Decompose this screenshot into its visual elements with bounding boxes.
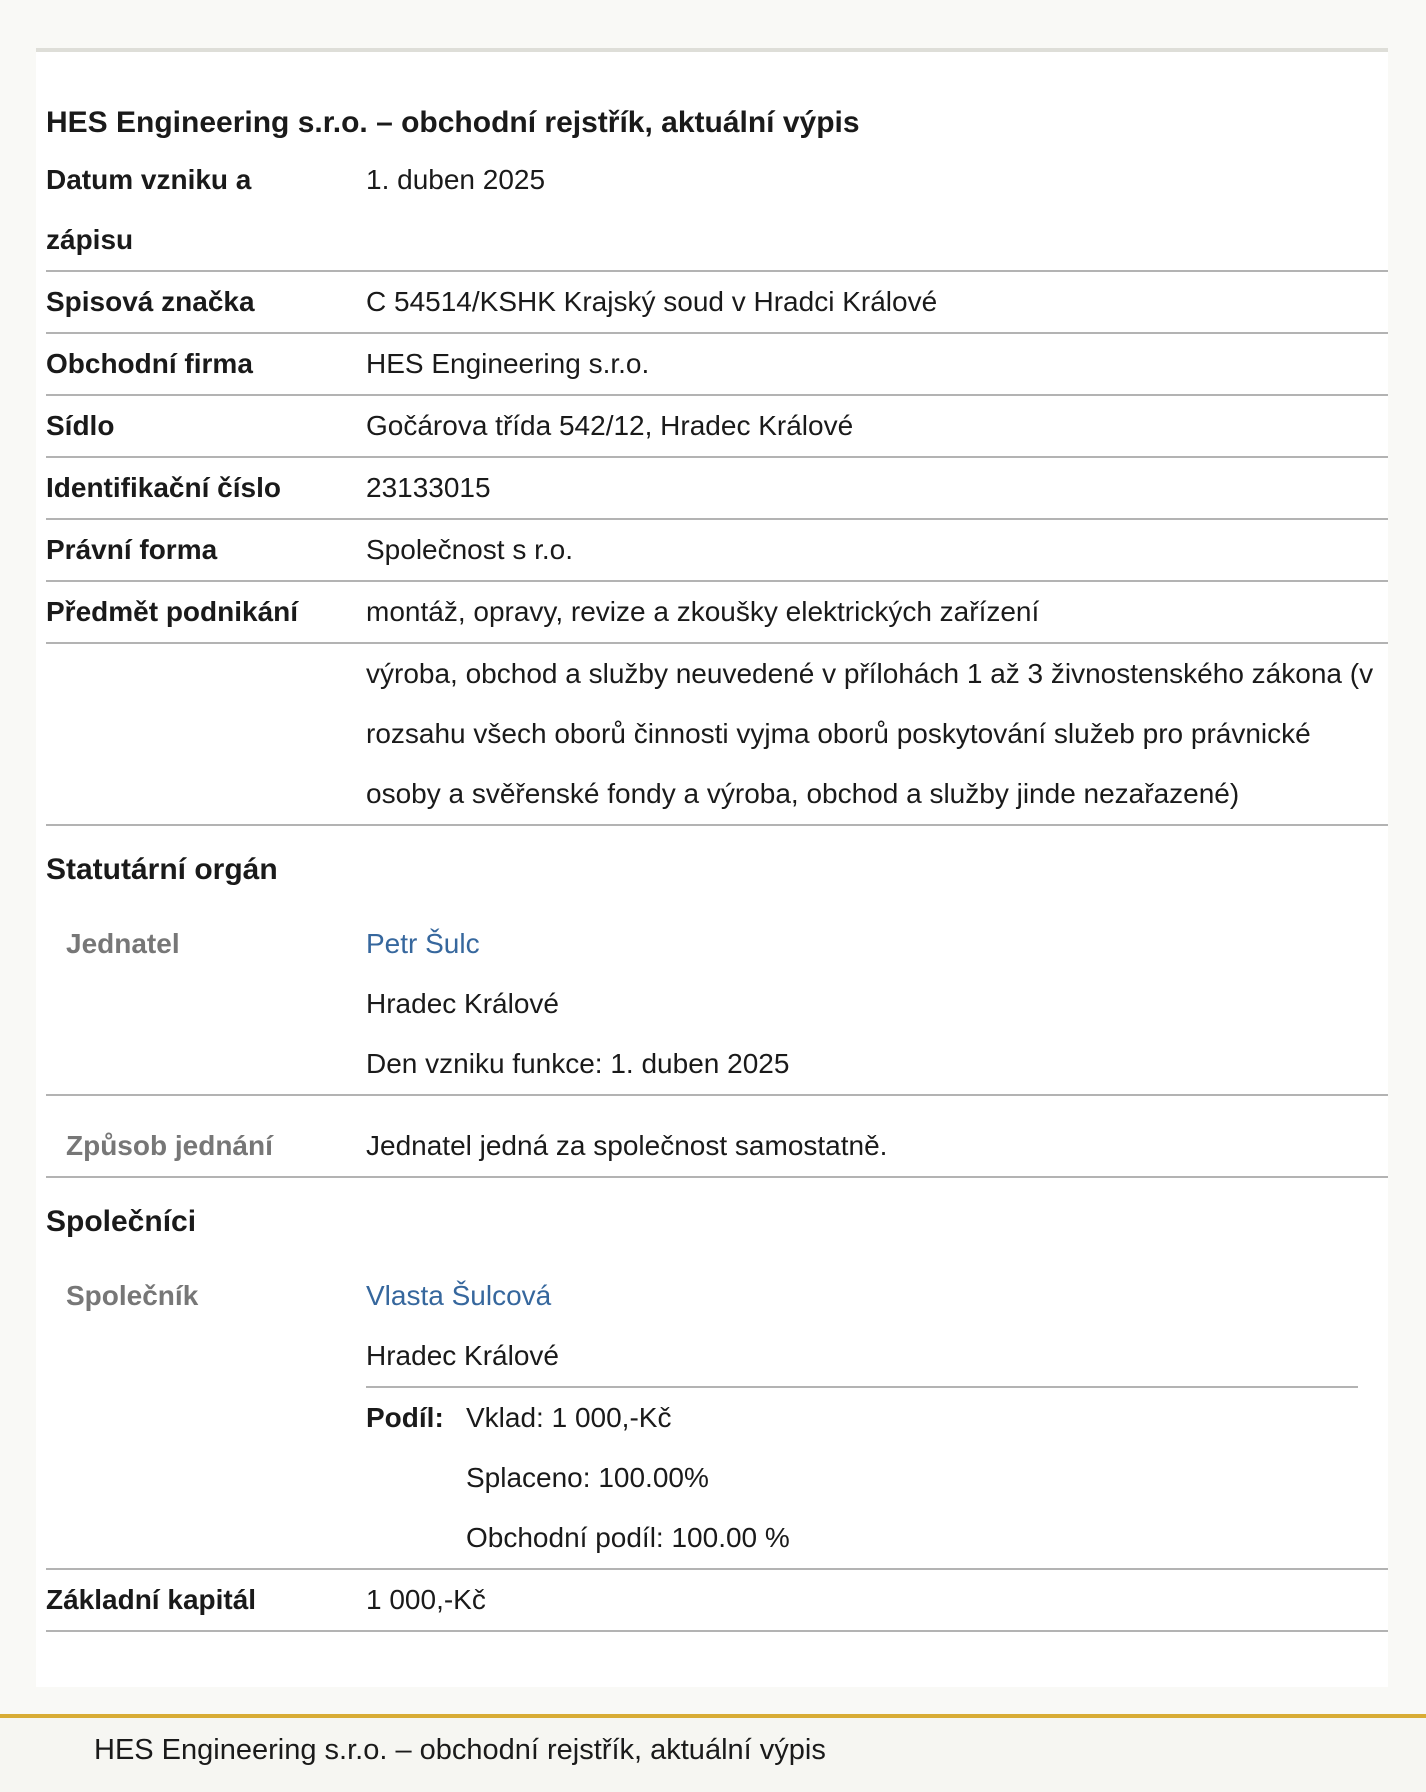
row-label: Způsob jednání xyxy=(66,1130,273,1161)
row-file-number xyxy=(46,272,1388,334)
row-value: Společnost s r.o. xyxy=(366,534,574,565)
row-label: Společník xyxy=(66,1280,199,1311)
executive-name-link[interactable]: Petr Šulc xyxy=(366,928,480,959)
partner-city: Hradec Králové xyxy=(366,1340,559,1371)
row-value: 23133015 xyxy=(366,472,491,503)
row-executive xyxy=(46,914,1388,1096)
row-label: Spisová značka xyxy=(46,286,255,317)
row-capital xyxy=(46,1570,1388,1632)
footer xyxy=(0,1714,1426,1792)
row-value: montáž, opravy, revize a zkoušky elektrických zařízení xyxy=(366,596,1040,627)
partner-name-link[interactable]: Vlasta Šulcová xyxy=(366,1280,552,1311)
executive-city: Hradec Králové xyxy=(366,988,559,1019)
row-label: Jednatel xyxy=(66,928,180,959)
share-block xyxy=(366,1386,1358,1568)
register-panel xyxy=(36,48,1388,1687)
row-label: Obchodní firma xyxy=(46,348,253,379)
row-business-activity-extra xyxy=(46,644,1388,826)
row-seat xyxy=(46,396,1388,458)
row-label-empty xyxy=(46,644,366,824)
row-value: 1 000,-Kč xyxy=(366,1584,486,1615)
row-value: 1. duben 2025 xyxy=(366,164,546,195)
row-conduct xyxy=(46,1096,1388,1178)
register-content xyxy=(46,52,1388,1632)
share-paid: Splaceno: 100.00% xyxy=(466,1462,709,1493)
row-value: Gočárova třída 542/12, Hradec Králové xyxy=(366,410,854,441)
row-partner xyxy=(46,1266,1388,1570)
row-label: Předmět podnikání xyxy=(46,596,299,627)
row-id-number xyxy=(46,458,1388,520)
executive-since: Den vzniku funkce: 1. duben 2025 xyxy=(366,1048,790,1079)
row-value xyxy=(366,1266,1388,1568)
row-business-activity xyxy=(46,582,1388,644)
page-title: HES Engineering s.r.o. – obchodní rejstřík, aktuální výpis xyxy=(46,106,860,139)
row-date xyxy=(46,150,1388,272)
row-value: C 54514/KSHK Krajský soud v Hradci Králové xyxy=(366,286,938,317)
row-legal-form xyxy=(46,520,1388,582)
share-deposit: Vklad: 1 000,-Kč xyxy=(466,1402,672,1433)
partners-heading: Společníci xyxy=(46,1205,197,1238)
share-label: Podíl: xyxy=(366,1402,444,1433)
row-label: Právní forma xyxy=(46,534,218,565)
statutory-heading: Statutární orgán xyxy=(46,853,278,886)
row-label: Sídlo xyxy=(46,410,115,441)
footer-text: HES Engineering s.r.o. – obchodní rejstřík, aktuální výpis xyxy=(94,1734,826,1766)
row-label: Datum vzniku a zápisu xyxy=(46,164,252,255)
row-value: výroba, obchod a služby neuvedené v přílohách 1 až 3 živnostenského zákona (v rozsahu všech oborů činnosti vyjma oborů poskytování služeb pro právnické osoby a svěřenské fondy a výroba, obchod a služby jinde nezařazené) xyxy=(366,658,1374,809)
row-label: Základní kapitál xyxy=(46,1584,257,1615)
share-values xyxy=(466,1388,1358,1568)
row-value: HES Engineering s.r.o. xyxy=(366,348,650,379)
share-business: Obchodní podíl: 100.00 % xyxy=(466,1522,790,1553)
row-label: Identifikační číslo xyxy=(46,472,281,503)
row-company-name xyxy=(46,334,1388,396)
row-value xyxy=(366,914,1388,1094)
row-value: Jednatel jedná za společnost samostatně. xyxy=(366,1130,888,1161)
